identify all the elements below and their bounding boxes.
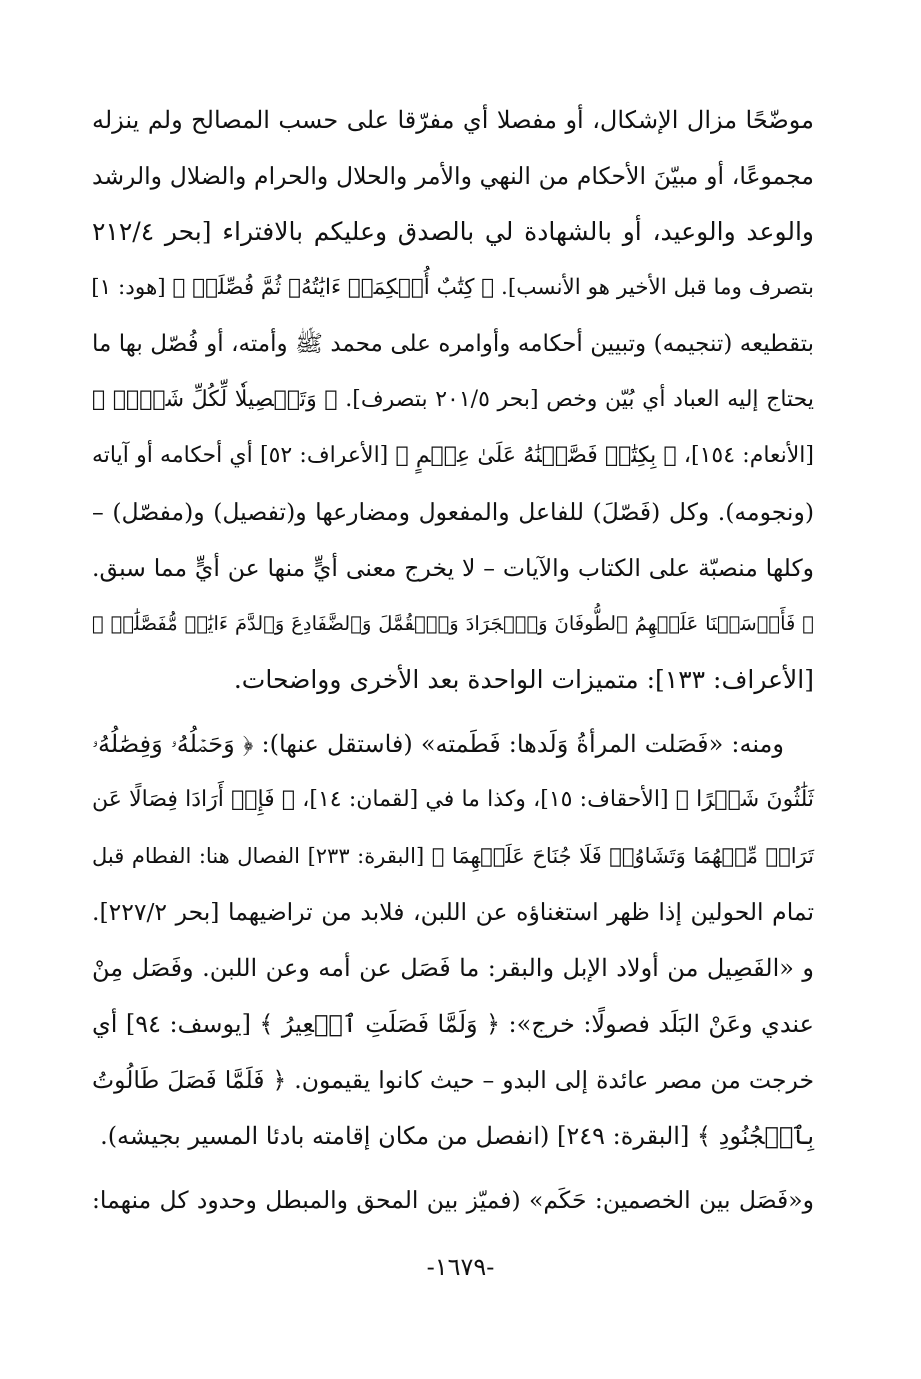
text-line: عندي وعَنْ البَلَد فصولًا: خرج»: ﴿ وَلَمَّا فَصَلَتِ ٱلۡعِيرُ ﴾ [يوسف: ٩٤] أي	[92, 1010, 814, 1038]
text-line: تمام الحولين إذا ظهر استغناؤه عن اللبن، فلابد من تراضيهما [بحر ٢٢٧/٢].	[92, 898, 814, 926]
text-line: موضّحًا مزال الإشكال، أو مفصلا أي مفرّقا على حسب المصالح ولم ينزله	[92, 106, 814, 134]
text-line: [الأنعام: ١٥٤]، ﴿ بِكِتَٰبٖ فَصَّلۡنَٰهُ عَلَىٰ عِلۡمٍ ﴾ [الأعراف: ٥٢] أي أحكامه أو آياته	[92, 443, 815, 468]
text-line: و «الفَصِيل من أولاد الإبل والبقر: ما فَصَل عن أمه وعن اللبن. وفَصَل مِنْ	[92, 954, 814, 982]
paragraph	[92, 716, 814, 1164]
text-line: وكلها منصبّة على الكتاب والآيات – لا يخرج معنى أيٍّ منها عن أيٍّ مما سبق.	[92, 554, 814, 582]
paragraph	[92, 1172, 814, 1228]
text-line: خرجت من مصر عائدة إلى البدو – حيث كانوا يقيمون. ﴿ فَلَمَّا فَصَلَ طَالُوتُ	[92, 1066, 814, 1094]
text-line: بتصرف وما قبل الأخير هو الأنسب]. ﴿ كِتَٰبٌ أُحۡكِمَتۡ ءَايَٰتُهُۥ ثُمَّ فُصِّلَتۡ ﴾ [هود: ١]	[91, 275, 814, 300]
paragraph-gap	[92, 708, 814, 716]
text-line: [الأعراف: ١٣٣]: متميزات الواحدة بعد الأخرى وواضحات.	[233, 665, 814, 694]
page-number: -١٦٧٩-	[426, 1253, 495, 1281]
paragraph-gap	[92, 1164, 814, 1172]
quran-verse-line: ﴿ فَأَرۡسَلۡنَا عَلَيۡهِمُ ٱلطُّوفَانَ وَٱلۡجَرَادَ وَٱلۡقُمَّلَ وَٱلضَّفَادِعَ وَٱلدَّمَ ءَايَٰتٖ مُّفَصَّلَٰتٖ ﴾	[92, 612, 814, 635]
text-line: و«فَصَل بين الخصمين: حَكَم» (فميّز بين المحق والمبطل وحدود كل منهما:	[92, 1186, 814, 1214]
text-line: يحتاج إليه العباد أي بُيّن وخص [بحر ٢٠١/٥ بتصرف]. ﴿ وَتَفۡصِيلٗا لِّكُلِّ شَيۡءٖ ﴾	[92, 387, 814, 412]
text-line: بتقطيعه (تنجيمه) وتبيين أحكامه وأوامره على محمد ﷺ وأمته، أو فُصّل بها ما	[92, 331, 814, 357]
text-line: بِٱلۡجُنُودِ ﴾ [البقرة: ٢٤٩] (انفصل من مكان إقامته بادئا المسير بجيشه).	[100, 1122, 814, 1150]
text-line: تَرَاضٖ مِّنۡهُمَا وَتَشَاوُرٖ فَلَا جُنَاحَ عَلَيۡهِمَا ﴾ [البقرة: ٢٣٣] الفصال هنا: الفطام قبل	[92, 844, 815, 868]
text-line: (ونجومه). وكل (فَصّلَ) للفاعل والمفعول ومضارعها و(تفصيل) و(مفصّل) –	[92, 498, 814, 526]
text-line: والوعد والوعيد، أو بالشهادة لي بالصدق وعليكم بالافتراء [بحر ٢١٢/٤	[92, 217, 815, 246]
text-line: ثَلَٰثُونَ شَهۡرًا ﴾ [الأحقاف: ١٥]، وكذا ما في [لقمان: ١٤]، ﴿ فَإِنۡ أَرَادَا فِصَالًا عَن	[92, 787, 814, 812]
page-body	[92, 92, 814, 1228]
paragraph	[92, 92, 814, 708]
text-line: مجموعًا، أو مبيّنَ الأحكام من النهي والأمر والحلال والحرام والضلال والرشد	[92, 162, 814, 190]
text-line: ومنه: «فَصَلت المرأةُ وَلَدها: فَطَمته» (فاستقل عنها): ﴿ وَحَمۡلُهُۥ وَفِصَٰلُهُۥ	[92, 730, 784, 758]
